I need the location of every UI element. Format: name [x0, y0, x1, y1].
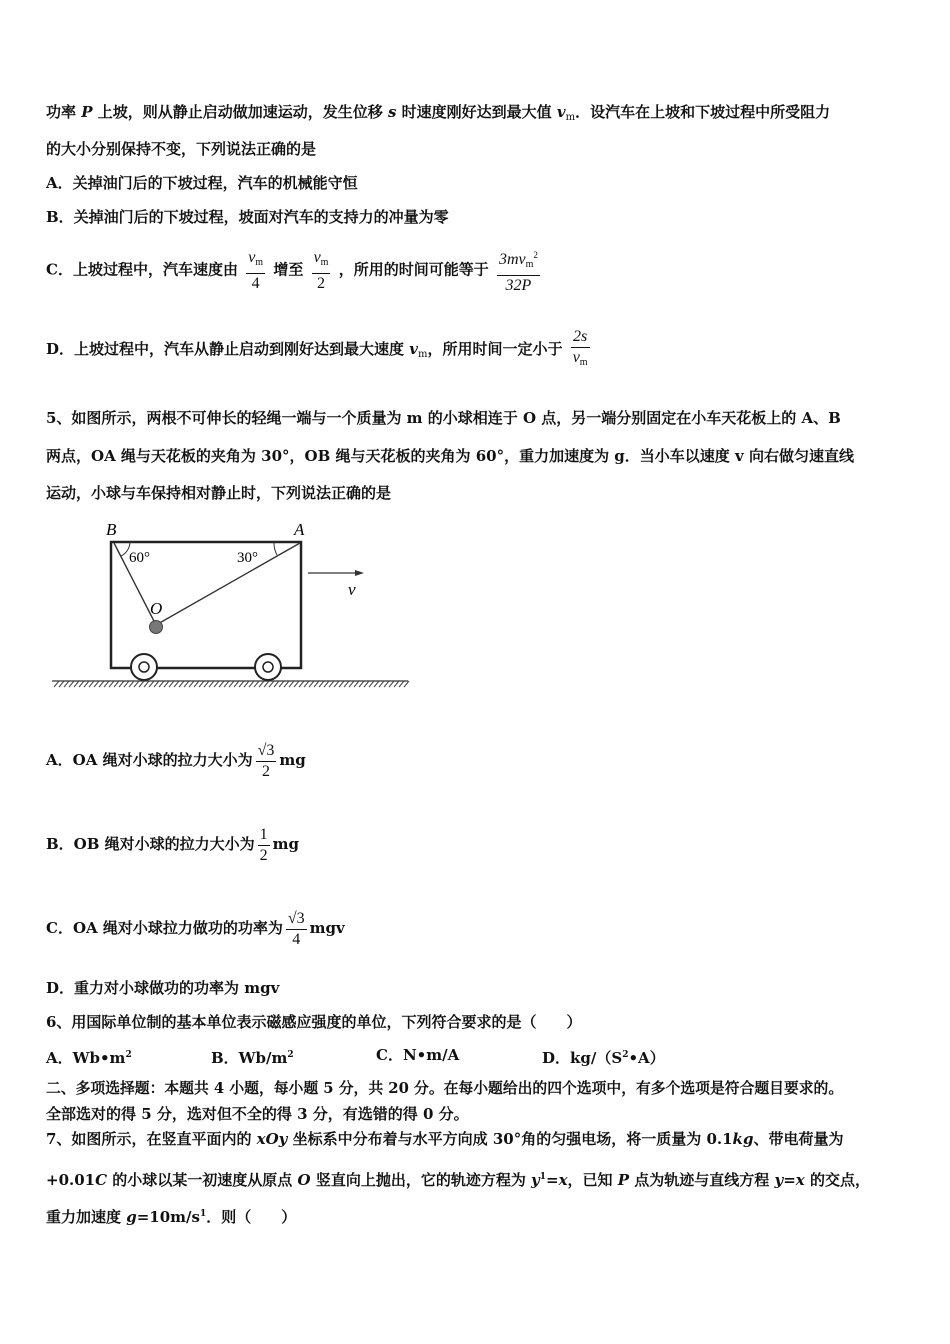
q7-stem-line2: +0.01C 的小球以某一初速度从原点 O 竖直向上抛出，它的轨迹方程为 $y^1=x$，已知 P 点为轨迹与直线方程 y=x 的交点，	[46, 1171, 870, 1189]
hatch-mark	[64, 681, 69, 687]
hatch-mark	[144, 681, 149, 687]
cart-diagram	[46, 515, 416, 695]
angle-label-60: 60°	[129, 550, 150, 566]
hatch-mark	[314, 681, 319, 687]
q6-options	[46, 1045, 906, 1065]
q5-stem-line3: 运动，小球与车保持相对静止时，下列说法正确的是	[46, 484, 392, 502]
hatch-mark	[369, 681, 374, 687]
hatch-mark	[234, 681, 239, 687]
q5-option-c: C．OA 绳对小球拉力做功的功率为 $\frac{√3}{4}$ mgv	[46, 909, 345, 948]
q6-option-c: C．N•m/A	[376, 1046, 460, 1064]
section2-heading-line1: 二、多项选择题：本题共 4 小题，每小题 5 分，共 20 分。在每小题给出的四个选项中，有多个选项是符合题目要求的。	[46, 1080, 844, 1097]
fraction-3mvm2-over-32p: $\frac{3mv_m^2}{32P}$	[497, 245, 540, 296]
wheel-left-hub	[139, 662, 149, 672]
hatch-mark	[109, 681, 114, 687]
hatch-mark	[139, 681, 144, 687]
hatch-mark	[114, 681, 119, 687]
hatch-mark	[89, 681, 94, 687]
hatch-mark	[174, 681, 179, 687]
hatch-mark	[344, 681, 349, 687]
wheel-right-hub	[263, 662, 273, 672]
q6-option-a: A．$Wb•m^2$	[46, 1049, 132, 1067]
q4-option-c: C．上坡过程中，汽车速度由 $\frac{v_m}{4}$ 增至 $\frac{v_m}{2}$ ，所用的时间可能等于 $\frac{3mv_m^2}{32P}$	[46, 245, 543, 296]
hatch-mark	[79, 681, 84, 687]
hatch-mark	[319, 681, 324, 687]
hatch-mark	[149, 681, 154, 687]
hatch-mark	[294, 681, 299, 687]
hatch-mark	[274, 681, 279, 687]
hatch-mark	[179, 681, 184, 687]
hatch-mark	[124, 681, 129, 687]
hatch-mark	[189, 681, 194, 687]
hatch-mark	[134, 681, 139, 687]
q6-option-d: D．$kg/(S^2•A)$	[542, 1049, 665, 1067]
hatch-mark	[364, 681, 369, 687]
hatch-mark	[379, 681, 384, 687]
hatch-mark	[219, 681, 224, 687]
hatch-mark	[199, 681, 204, 687]
q5-option-a: A．OA 绳对小球的拉力大小为 $\frac{√3}{2}$ mg	[46, 741, 306, 780]
hatch-mark	[74, 681, 79, 687]
hatch-mark	[209, 681, 214, 687]
section2-heading-line2: 全部选对的得 5 分，选对但不全的得 3 分，有选错的得 0 分。	[46, 1105, 469, 1123]
hatch-mark	[59, 681, 64, 687]
hatch-mark	[229, 681, 234, 687]
hatch-mark	[259, 681, 264, 687]
q4-stem-line1: 功率 P 上坡，则从静止启动做加速运动，发生位移 s 时速度刚好达到最大值 $v_m$．设汽车在上坡和下坡过程中所受阻力	[46, 103, 831, 123]
hatch-mark	[384, 681, 389, 687]
hatch-mark	[394, 681, 399, 687]
hatch-mark	[224, 681, 229, 687]
q4-stem-line2: 的大小分别保持不变，下列说法正确的是	[46, 140, 317, 158]
hatch-mark	[84, 681, 89, 687]
hatch-mark	[94, 681, 99, 687]
hatch-mark	[279, 681, 284, 687]
q5-stem-line1: 5、如图所示，两根不可伸长的轻绳一端与一个质量为 m 的小球相连于 O 点，另一端分别固定在小车天花板上的 A、B	[46, 409, 841, 427]
q4-option-d: D．上坡过程中，汽车从静止启动到刚好达到最大速度 $v_m$，所用时间一定小于 $\frac{2s}{v_m}$	[46, 327, 593, 377]
rope-oa	[156, 543, 300, 625]
ground-hatch	[54, 681, 409, 687]
fraction-sqrt3-over-4: $\frac{√3}{4}$	[287, 909, 305, 948]
hatch-mark	[304, 681, 309, 687]
hatch-mark	[214, 681, 219, 687]
hatch-mark	[284, 681, 289, 687]
hatch-mark	[359, 681, 364, 687]
hatch-mark	[99, 681, 104, 687]
q6-stem: 6、用国际单位制的基本单位表示磁感应强度的单位，下列符合要求的是（ ）	[46, 1013, 582, 1031]
hatch-mark	[69, 681, 74, 687]
hatch-mark	[309, 681, 314, 687]
label-v: v	[348, 580, 356, 599]
hatch-mark	[339, 681, 344, 687]
q5-option-d: D．重力对小球做功的功率为 mgv	[46, 979, 280, 997]
hatch-mark	[249, 681, 254, 687]
hatch-mark	[264, 681, 269, 687]
ball	[150, 621, 163, 634]
hatch-mark	[324, 681, 329, 687]
hatch-mark	[329, 681, 334, 687]
q4-option-a: A．关掉油门后的下坡过程，汽车的机械能守恒	[46, 174, 358, 192]
q6-option-b: B．$Wb/m^2$	[211, 1049, 294, 1067]
hatch-mark	[299, 681, 304, 687]
fraction-vm-over-2: $\frac{v_m}{2}$	[313, 248, 329, 292]
q7-stem-line3: 重力加速度 $g=10m/s^1$．则（ ）	[46, 1208, 297, 1226]
hatch-mark	[239, 681, 244, 687]
hatch-mark	[389, 681, 394, 687]
hatch-mark	[159, 681, 164, 687]
fraction-2s-over-vm: $\frac{2s}{v_m}$	[572, 328, 588, 368]
label-o: O	[150, 599, 163, 618]
q5-option-b: B．OB 绳对小球的拉力大小为 $\frac{1}{2}$ mg	[46, 825, 300, 864]
fraction-sqrt3-over-2: $\frac{√3}{2}$	[257, 741, 275, 780]
hatch-mark	[169, 681, 174, 687]
hatch-mark	[164, 681, 169, 687]
hatch-mark	[334, 681, 339, 687]
hatch-mark	[154, 681, 159, 687]
hatch-mark	[374, 681, 379, 687]
hatch-mark	[404, 681, 409, 687]
hatch-mark	[289, 681, 294, 687]
hatch-mark	[194, 681, 199, 687]
angle-arc-a	[274, 542, 277, 555]
hatch-mark	[269, 681, 274, 687]
label-b: B	[106, 520, 117, 539]
hatch-mark	[254, 681, 259, 687]
hatch-mark	[104, 681, 109, 687]
label-a: A	[294, 520, 305, 539]
hatch-mark	[399, 681, 404, 687]
hatch-mark	[54, 681, 59, 687]
hatch-mark	[119, 681, 124, 687]
hatch-mark	[354, 681, 359, 687]
q4-option-b: B．关掉油门后的下坡过程，坡面对汽车的支持力的冲量为零	[46, 208, 449, 226]
fraction-vm-over-4: $\frac{v_m}{4}$	[248, 248, 264, 292]
angle-label-30: 30°	[237, 550, 258, 566]
q5-stem-line2: 两点，OA 绳与天花板的夹角为 30°，OB 绳与天花板的夹角为 60°，重力加速度为 g．当小车以速度 v 向右做匀速直线	[46, 447, 854, 465]
q7-stem-line1: 7、如图所示，在竖直平面内的 xOy 坐标系中分布着与水平方向成 30°角的匀强电场，将一质量为 0.1kg、带电荷量为	[46, 1130, 844, 1148]
hatch-mark	[129, 681, 134, 687]
arrow-head-icon	[355, 570, 364, 576]
hatch-mark	[244, 681, 249, 687]
hatch-mark	[184, 681, 189, 687]
fraction-1-over-2: $\frac{1}{2}$	[259, 825, 268, 864]
hatch-mark	[349, 681, 354, 687]
hatch-mark	[204, 681, 209, 687]
